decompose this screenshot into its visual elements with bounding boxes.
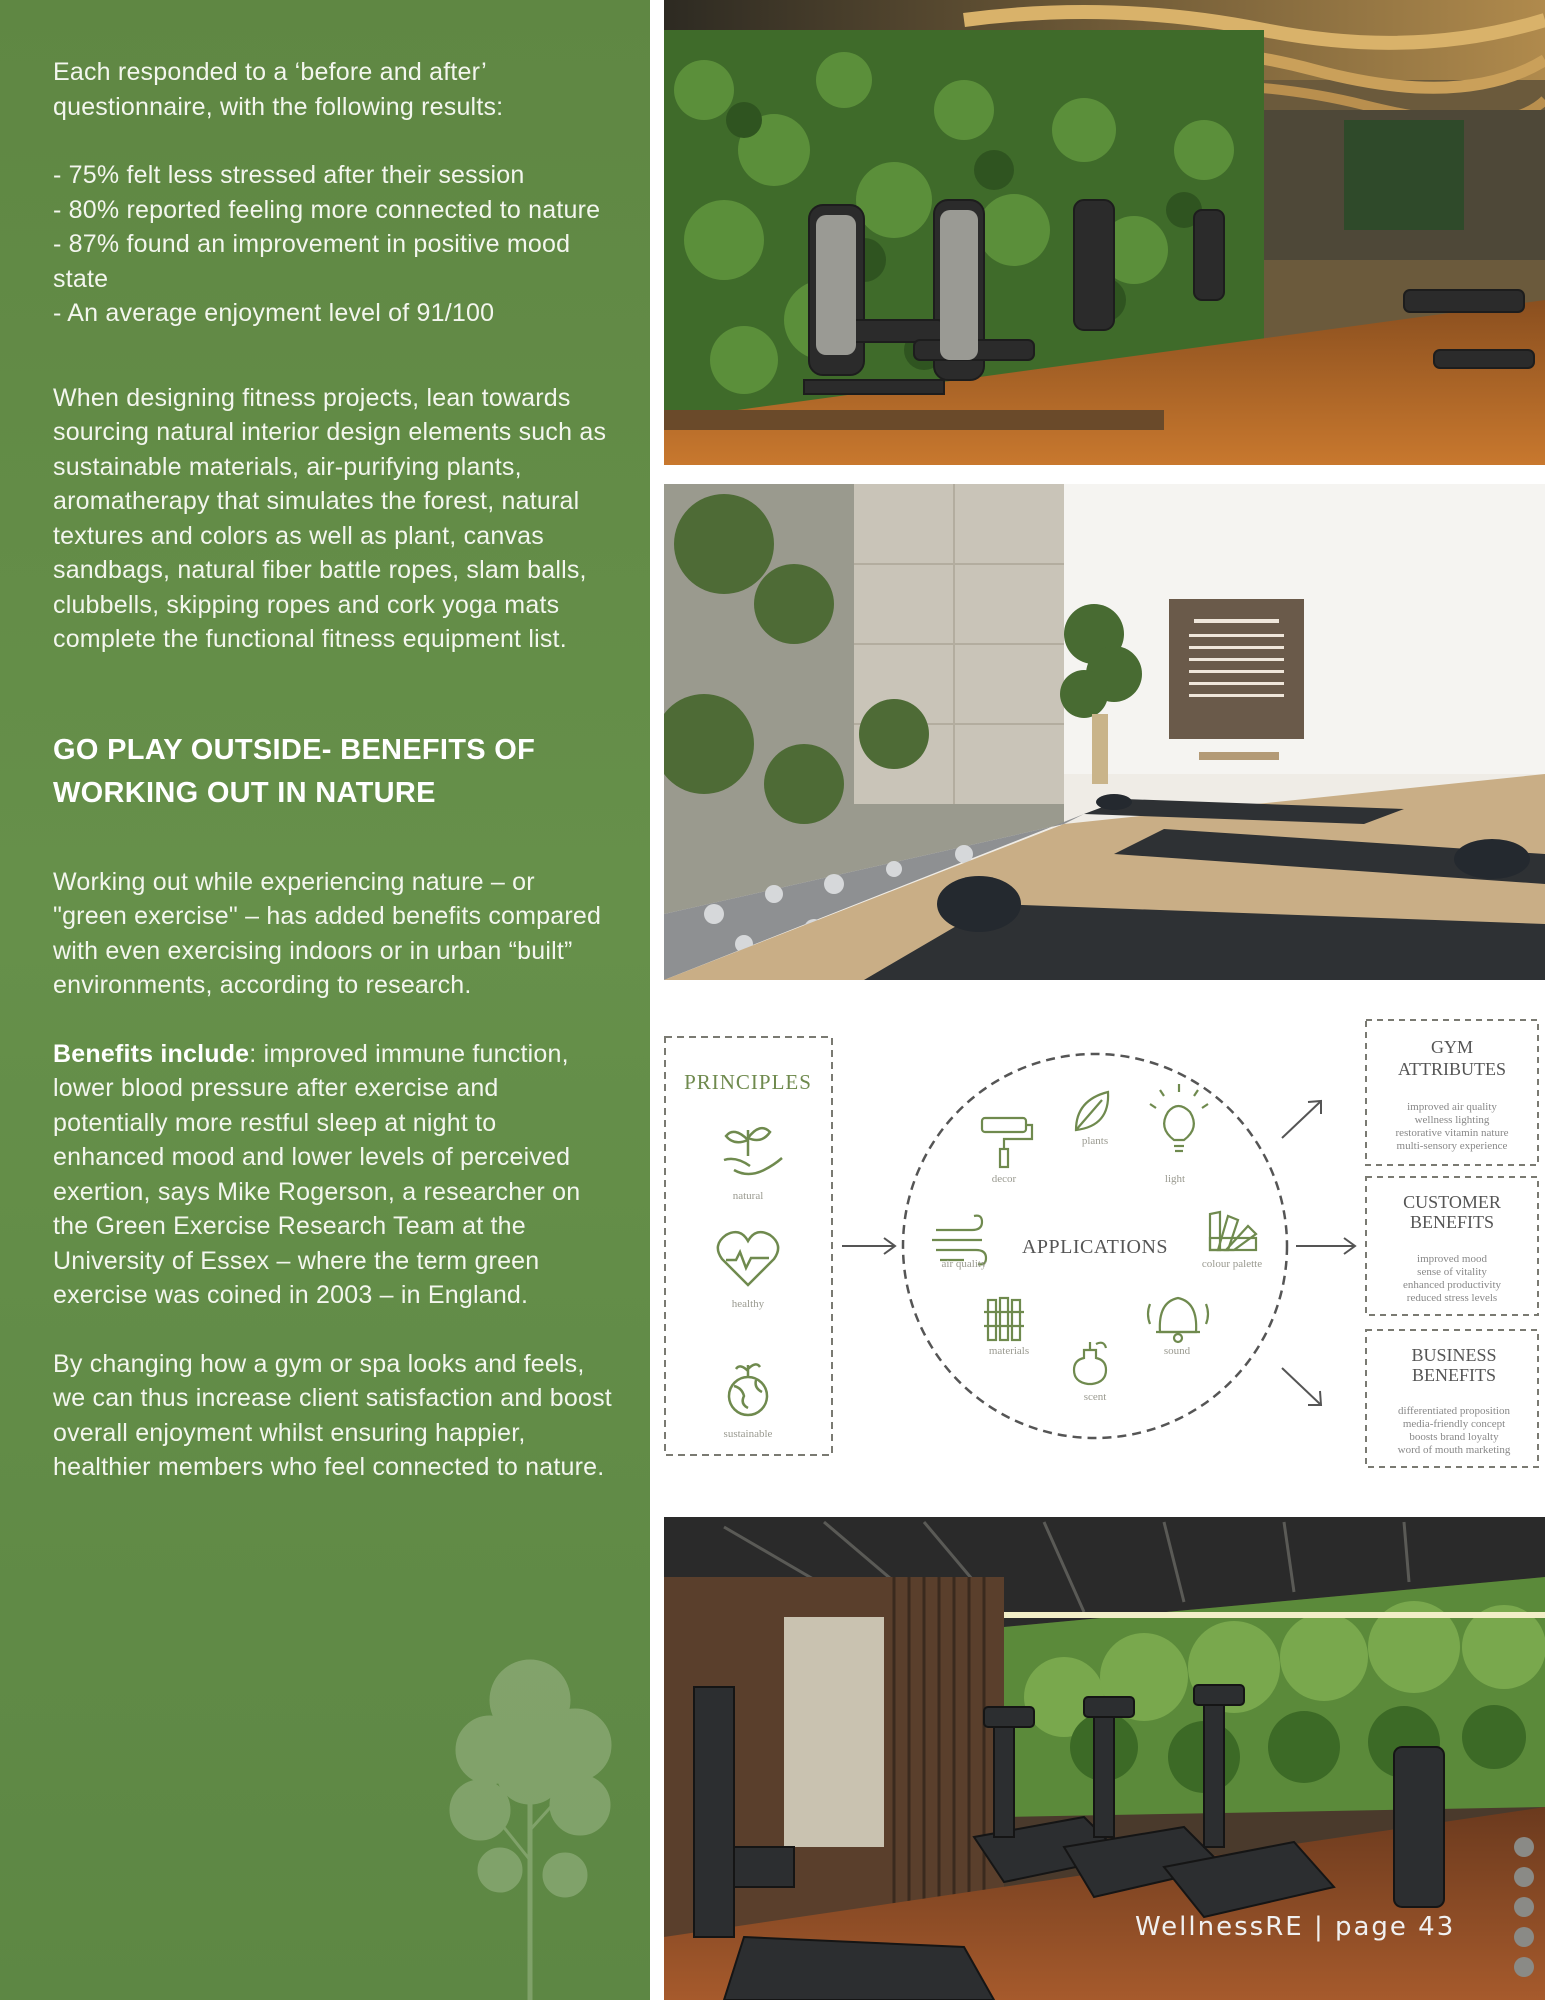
section-heading: GO PLAY OUTSIDE- BENEFITS OF WORKING OUT IN NATURE (53, 733, 536, 809)
box-title: CUSTOMER (1403, 1192, 1501, 1212)
article-text (53, 55, 613, 1519)
benefits-label: Benefits include (53, 1039, 250, 1068)
scent-bottle-icon (1074, 1342, 1106, 1384)
result-item: - An average enjoyment level of 91/100 (53, 299, 495, 327)
app-label: air quality (941, 1258, 987, 1270)
box-item: wellness lighting (1414, 1114, 1490, 1126)
left-text-column (0, 0, 650, 2000)
app-label: colour palette (1201, 1258, 1263, 1270)
principle-label: healthy (731, 1298, 765, 1310)
principle-label: natural (732, 1190, 764, 1202)
app-label: scent (1083, 1391, 1107, 1403)
box-title: GYM (1430, 1037, 1474, 1057)
box-item: media-friendly concept (1402, 1418, 1506, 1430)
arrow-right-icon (842, 1238, 895, 1254)
column-gutter (650, 0, 664, 2000)
arrow-up-right-icon (1282, 1101, 1321, 1138)
benefits-paragraph (53, 1037, 613, 1313)
box-title: BUSINESS (1411, 1345, 1497, 1365)
box-title: ATTRIBUTES (1398, 1059, 1506, 1079)
box-item: improved air quality (1407, 1101, 1497, 1113)
heart-icon (718, 1232, 778, 1285)
tree-watermark (430, 1640, 630, 2000)
paint-roller-icon (982, 1118, 1032, 1167)
app-label: materials (988, 1345, 1030, 1357)
box-item: enhanced productivity (1402, 1279, 1502, 1291)
box-item: differentiated proposition (1398, 1405, 1510, 1417)
box-item: improved mood (1417, 1253, 1487, 1265)
colour-palette-icon (1210, 1212, 1256, 1250)
materials-icon (984, 1298, 1024, 1340)
arrow-right-icon (1296, 1238, 1355, 1254)
customer-benefits-box (1366, 1177, 1538, 1315)
app-label: plants (1081, 1135, 1109, 1147)
nature-paragraph: Working out while experiencing nature – or "green exercise" – has added benefits compared with even exercising indoors or in urban “built” environments, according to research. (53, 867, 602, 999)
results-list (53, 158, 613, 331)
box-title: BENEFITS (1411, 1365, 1497, 1385)
yoga-studio-photo (664, 484, 1545, 980)
natural-icon (724, 1128, 782, 1174)
closing-paragraph: By changing how a gym or spa looks and feels, we can thus increase client satisfaction and boost overall enjoyment whilst ensuring happier, healthier members who feel connected to nature. (53, 1349, 612, 1481)
design-paragraph: When designing fitness projects, lean towards sourcing natural interior design elements such as sustainable materials, air-purifying plants, aromatherapy that simulates the forest, natural textures and colors as well as plant, canvas sandbags, natural fiber battle ropes, slam balls, clubbells, skipping ropes and cork yoga mats complete the functional fitness equipment list. (53, 383, 607, 653)
app-label: decor (991, 1173, 1017, 1185)
leaf-icon (1076, 1092, 1108, 1130)
principle-label: sustainable (723, 1428, 773, 1440)
page-footer: WellnessRE | page 43 (1135, 1912, 1456, 1942)
intro-paragraph: Each responded to a ‘before and after’ questionnaire, with the following results: (53, 58, 504, 121)
principles-title: PRINCIPLES (684, 1070, 812, 1094)
bell-icon (1148, 1298, 1208, 1342)
box-item: restorative vitamin nature (1395, 1127, 1509, 1139)
lightbulb-icon (1150, 1084, 1208, 1151)
result-item: - 87% found an improvement in positive mood state (53, 230, 571, 293)
business-benefits-box (1366, 1330, 1538, 1467)
result-item: - 75% felt less stressed after their session (53, 161, 525, 189)
box-item: multi-sensory experience (1396, 1140, 1508, 1152)
box-title: BENEFITS (1409, 1212, 1495, 1232)
box-item: sense of vitality (1417, 1266, 1487, 1278)
box-item: reduced stress levels (1406, 1292, 1498, 1304)
result-item: - 80% reported feeling more connected to nature (53, 195, 601, 224)
box-item: boosts brand loyalty (1409, 1431, 1499, 1443)
globe-icon (729, 1364, 767, 1415)
box-item: word of mouth marketing (1397, 1444, 1511, 1456)
arrow-down-right-icon (1282, 1368, 1321, 1405)
applications-label: APPLICATIONS (1021, 1236, 1169, 1258)
app-label: light (1164, 1173, 1186, 1185)
gym-living-wall-photo (664, 0, 1545, 465)
benefits-text: : improved immune function, lower blood pressure after exercise and potentially more restful sleep at night to enhanced mood and lower levels of perceived exertion, says Mike Rogerson, a researcher on the Green Exercise Research Team at the University of Essex – where the term green exercise was coined in 2003 – in England. (53, 1039, 581, 1309)
principles-box (665, 1037, 832, 1455)
app-label: sound (1163, 1345, 1191, 1357)
principles-applications-diagram (664, 980, 1545, 1517)
gym-attributes-box (1366, 1020, 1538, 1165)
